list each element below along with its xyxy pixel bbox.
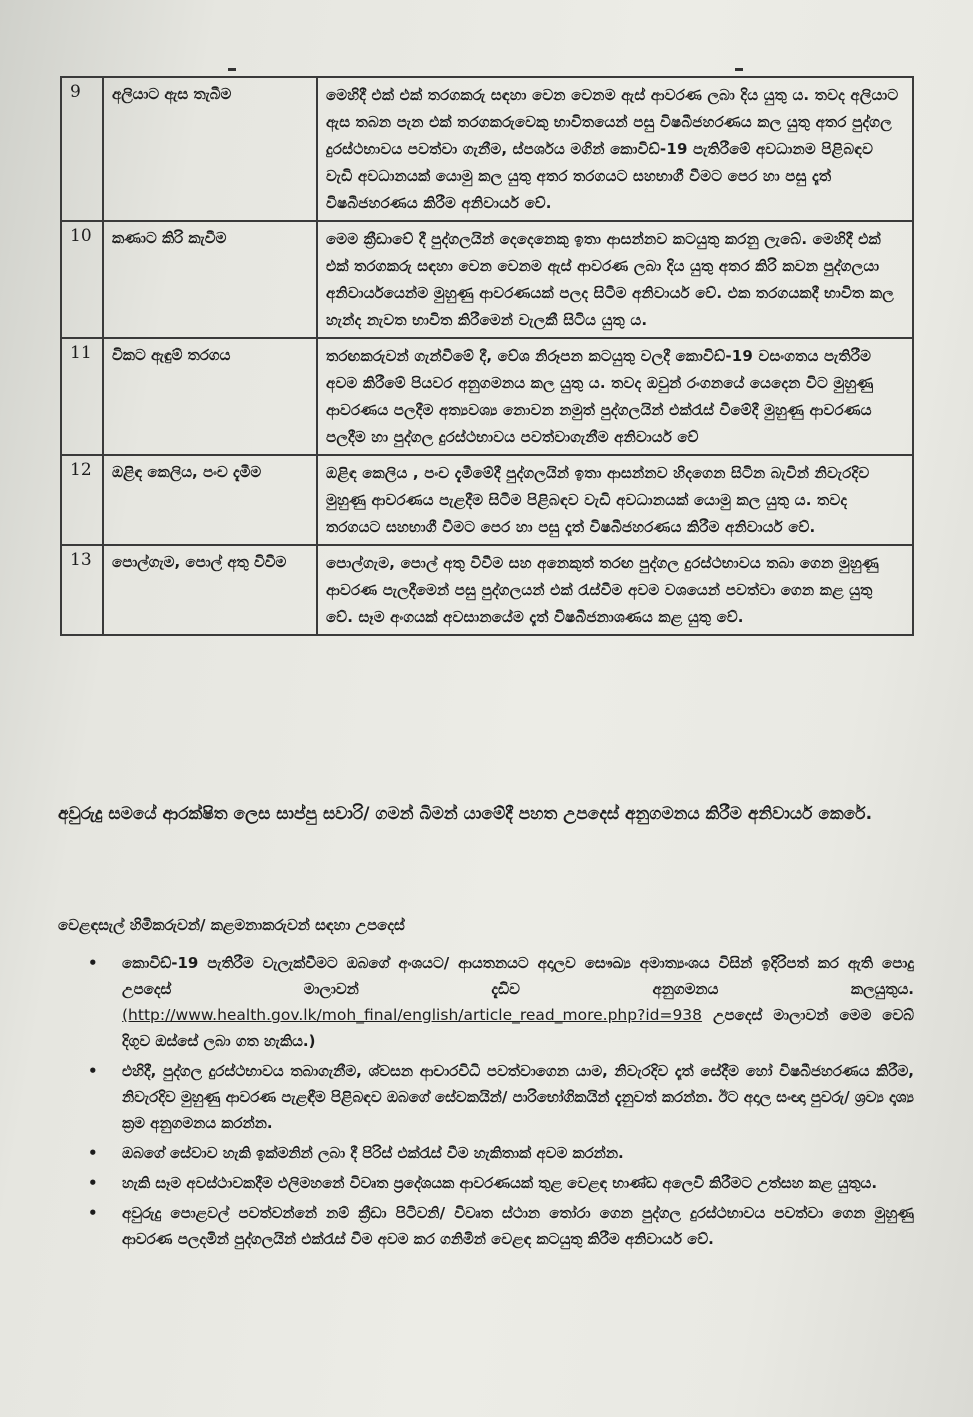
- row-number: 13: [61, 545, 103, 635]
- scan-mark: [735, 68, 743, 71]
- table-row: [61, 221, 913, 338]
- game-guideline: මෙහිදී එක් එක් තරගකරු සඳහා වෙන වෙනම ඇස් ආවරණ ලබා දිය යුතු ය. තවද අලියාට ඇස තබන පැන එක් තරගකරුවෙකු භාවිතයෙන් පසු විෂබීජහරණය කල යුතු අතර පුද්ගල දුරස්ථභාවය පවත්වා ගැනීම, ස්පර්ශය මගින් කොවිඩ්-19 පැතිරීමේ අවධානම පිළිබඳව වැඩි අවධානයක් යොමු කල යුතු අතර තරගයට සහභාගී වීමට පෙර හා පසු දෑත් විෂබීජහරණය කිරීම අනිවාර්ය වේ.: [317, 77, 913, 221]
- list-item: [82, 1058, 914, 1136]
- scan-mark: [228, 68, 236, 71]
- bullet-icon: •: [88, 1062, 98, 1080]
- game-name: කණාට කිරි කැවීම: [103, 221, 317, 338]
- list-item: [82, 950, 914, 1054]
- games-guidelines-table: [60, 76, 914, 636]
- game-name: විකට ඇඳුම් තරගය: [103, 338, 317, 455]
- bullet-icon: •: [88, 1144, 98, 1162]
- game-guideline: පොල්ගැම, පොල් අතු විවීම සහ අනෙකුත් තරඟ පුද්ගල දුරස්ථභාවය තබා ගෙන මුහුණු ආවරණ පැලදීමෙන් පසු පුද්ගලයන් එක් රැස්වීම අවම වශයෙන් පවත්වා ගෙන කළ යුතු වේ. සෑම අංගයක් අවසානයේම දෑත් විෂබීජනාශණය කළ යුතු වේ.: [317, 545, 913, 635]
- list-item: [82, 1140, 914, 1166]
- game-guideline: මෙම ක්‍රීඩාවේ දී පුද්ගලයින් දෙදෙනෙකු ඉතා ආසන්නව කටයුතු කරනු ලැබේ. මෙහිදී එක් එක් තරගකරු සඳහා වෙන වෙනම ඇස් ආවරණ ලබා දිය යුතු අතර කිරි කවන පුද්ගලයා අනිවාර්යයෙන්ම මුහුණු ආවරණයක් පලද සිටීම අනිවාර්ය වේ. එක තරගයකදී භාවිත කල හැන්ද නැවත භාවිත කිරීමෙන් වැලකී සිටිය යුතු ය.: [317, 221, 913, 338]
- row-number: 9: [61, 77, 103, 221]
- health-ministry-link[interactable]: (http://www.health.gov.lk/moh_final/english/article_read_more.php?id=938: [122, 1006, 703, 1024]
- advice-text: හැකි සෑම අවස්ථාවකදීම එලිමහනේ විවෘත ප්‍රදේශයක ආවරණයක් තුළ වෙළඳ භාණ්ඩ අලෙවි කිරීමට උත්සහ කළ යුතුය.: [122, 1174, 878, 1192]
- section-heading: අවුරුදු සමයේ ආරක්ෂිත ලෙස සාප්පු සවාරි/ ගමන් බිමන් යාමේදී පහත උපදෙස් අනුගමනය කිරීම අනිවාර්ය කෙරේ.: [58, 804, 873, 824]
- bullet-icon: •: [88, 1204, 98, 1222]
- list-item: [82, 1200, 914, 1252]
- game-name: පොල්ගැම, පොල් අතු විවීම: [103, 545, 317, 635]
- shop-owners-subheading: වෙළඳසැල් හිමිකරුවන්/ කළමනාකරුවන් සඳහා උපදෙස්: [58, 916, 405, 934]
- advice-text: එහිදී, පුද්ගල දුරස්ථභාවය තබාගැනීම, ශ්වසන ආචාරවිධි පවත්වාගෙන යාම, නිවැරදිව දෑත් සේදීම හෝ විෂබීජහරණය කිරීම, නිවැරදිව මුහුණු ආවරණ පැළඳීම පිළිබඳව ඔබගේ සේවකයින්/ පාරිභෝගිකයින් දැනුවත් කරන්න. ඊට අදාල සංඥා පුවරු/ ශ්‍රව්‍ය දෘශ්‍ය ක්‍රම අනුගමනය කරන්න.: [122, 1062, 914, 1132]
- list-item: [82, 1170, 914, 1196]
- bullet-icon: •: [88, 954, 98, 972]
- advice-text: කොවිඩ්-19 පැතිරීම වැලැක්වීමට ඔබගේ අංශයට/ ආයතනයට අදාලව සෞඛ්‍ය අමාත්‍යංශය විසින් ඉදිරිපත් කර ඇති පොදු උපදෙස් මාලාවන් දැඩිව අනුගමනය කලයුතුය.: [122, 954, 914, 998]
- table-row: [61, 455, 913, 545]
- advice-text: අවුරුදු පොළවල් පවත්වන්නේ නම් ක්‍රීඩා පිටිවනි/ විවෘත ස්ථාන තෝරා ගෙන පුද්ගල දුරස්ථභාවය පවත්වා ගෙන මුහුණු ආවරණ පලදමින් පුද්ගලයින් එක්රැස් වීම අවම කර ගනිමින් වෙළඳ කටයුතු කිරීම අනිවාර්ය වේ.: [122, 1204, 914, 1248]
- row-number: 12: [61, 455, 103, 545]
- game-name: අලියාට ඇස තැබීම: [103, 77, 317, 221]
- game-guideline: ඔළිඳ කෙලිය , පංච දැමීමේදී පුද්ගලයින් ඉතා ආසන්නව හිදගෙන සිටින බැවින් නිවැරදිව මුහුණු ආවරණය පැළදීම සිටීම පිළිබඳව වැඩි අවධානයක් යොමු කල යුතු ය. තවද තරගයට සහභාගී වීමට පෙර හා පසු දෑත් විෂබීජහරණය කිරීම අනිවාර්ය වේ.: [317, 455, 913, 545]
- table-row: [61, 338, 913, 455]
- advice-list: [82, 950, 914, 1256]
- row-number: 10: [61, 221, 103, 338]
- advice-text: උපදෙස් මාලාවන් මෙම වෙබ් දිගුව ඔස්සේ ලබා ගත හැකිය.): [122, 1006, 914, 1050]
- table-row: [61, 545, 913, 635]
- table-row: [61, 77, 913, 221]
- advice-text: ඔබගේ සේවාව හැකි ඉක්මනින් ලබා දී පිරිස් එක්රැස් වීම හැකිතාක් අවම කරන්න.: [122, 1144, 624, 1162]
- bullet-icon: •: [88, 1174, 98, 1192]
- game-name: ඔළිඳ කෙලිය, පංච දැමීම: [103, 455, 317, 545]
- game-guideline: තරඟකරුවන් ගැන්වීමේ දී, වේශ නිරූපන කටයුතු වලදී කොවිඩ්-19 වසංගතය පැතිරීම අවම කිරීමේ පියවර අනුගමනය කල යුතු ය. තවද ඔවුන් රංගනයේ යෙදෙන විට මුහුණු ආවරණය පලදීම අත්‍යවශ්‍ය නොවන නමුත් පුද්ගලයින් එක්රැස් වීමේදී මුහුණු ආවරණය පලදීම හා පුද්ගල දුරස්ථභාවය පවත්වාගැනීම අනිවාර්ය වේ: [317, 338, 913, 455]
- row-number: 11: [61, 338, 103, 455]
